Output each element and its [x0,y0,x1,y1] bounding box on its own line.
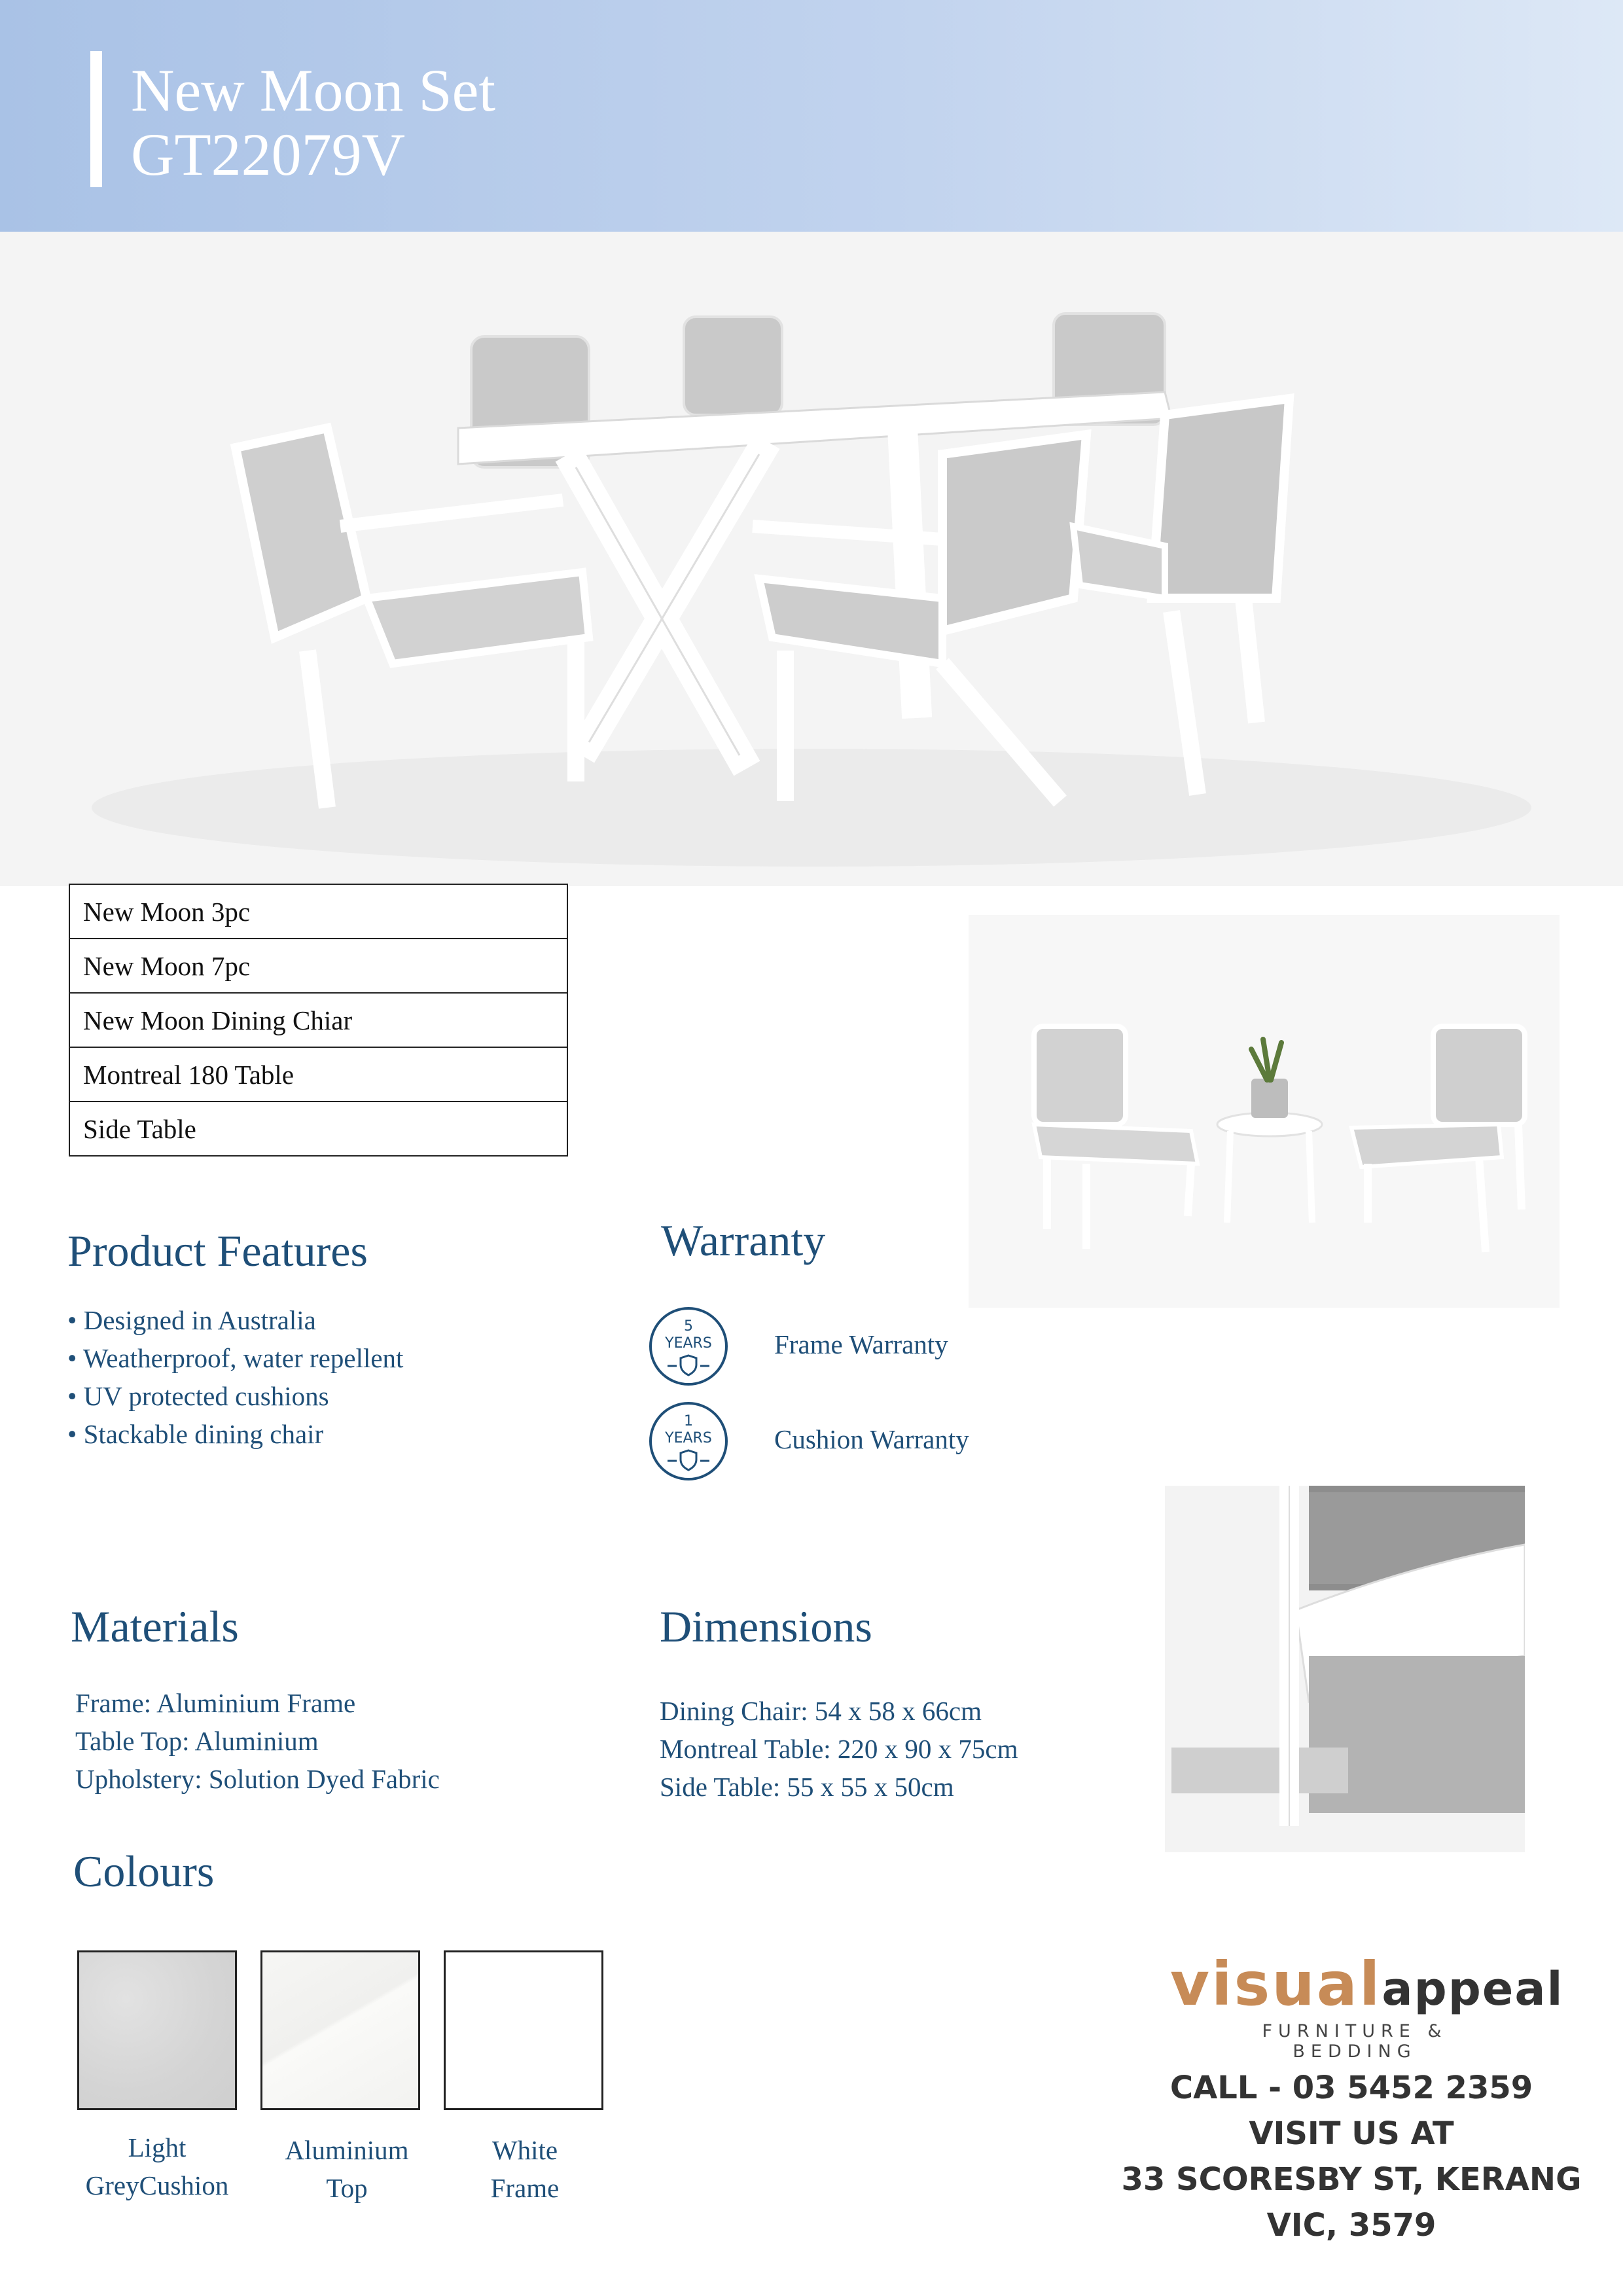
swatch-label-white-frame: White Frame [490,2135,560,2203]
swatch-light-grey-cushion [77,1950,237,2110]
svg-text:YEARS: YEARS [665,1430,712,1446]
contact-phone: CALL - 03 5452 2359 [1169,2070,1533,2106]
svg-text:YEARS: YEARS [665,1335,712,1352]
cushion-warranty-label: Cushion Warranty [774,1424,969,1454]
feature-item: • UV protected cushions [67,1381,329,1411]
swatch-label-light-grey-cushion: Light GreyCushion [85,2132,229,2200]
warranty-badge-5-years [648,1306,729,1387]
feature-item: • Stackable dining chair [67,1419,324,1449]
warranty-heading: Warranty [661,1215,826,1265]
frame-warranty-label: Frame Warranty [774,1329,948,1359]
contact-suburb: VIC, 3579 [1266,2207,1436,2244]
svg-text:1: 1 [684,1413,693,1429]
svg-text:5: 5 [684,1318,693,1335]
dimensions-heading: Dimensions [660,1602,872,1651]
materials-heading: Materials [71,1602,239,1651]
material-item: Table Top: Aluminium [75,1726,319,1756]
dimension-item: Dining Chair: 54 x 58 x 66cm [660,1696,982,1726]
colours-heading: Colours [73,1846,215,1896]
logo-word-appeal: appeal [1382,1962,1564,2016]
feature-item: • Weatherproof, water repellent [67,1343,404,1373]
warranty-badge-1-year [648,1401,729,1482]
contact-street: 33 SCORESBY ST, KERANG [1121,2161,1582,2198]
table-row [69,1047,567,1102]
table-cell: New Moon Dining Chiar [69,993,567,1047]
cushion-detail-image [1165,1486,1525,1852]
swatch-aluminium-top [260,1950,420,2110]
table-cell: Side Table [69,1102,567,1156]
dimension-item: Montreal Table: 220 x 90 x 75cm [660,1734,1018,1764]
product-code: GT22079V [131,121,406,188]
logo-tagline: FURNITURE & BEDDING [1262,2021,1448,2062]
contact-visit: VISIT US AT [1249,2115,1454,2152]
material-item: Upholstery: Solution Dyed Fabric [75,1764,440,1794]
product-list-table [69,884,568,1157]
shield-badge-icon [648,1401,729,1482]
table-row [69,1102,567,1156]
table-row [69,884,567,939]
shield-badge-icon [648,1306,729,1387]
logo-word-visual: visual [1170,1949,1382,2019]
feature-item: • Designed in Australia [67,1305,316,1335]
swatch-label-aluminium-top: Aluminium Top [285,2135,409,2203]
brand-logo [1170,1949,1564,2019]
product-title: New Moon Set [131,57,496,124]
hero-product-image [0,232,1623,886]
bistro-set-image [969,915,1560,1308]
swatch-white-frame [444,1950,603,2110]
table-row [69,993,567,1047]
features-heading: Product Features [67,1226,368,1276]
table-cell: New Moon 3pc [69,884,567,939]
table-cell: Montreal 180 Table [69,1047,567,1102]
table-row [69,939,567,993]
table-cell: New Moon 7pc [69,939,567,993]
dimension-item: Side Table: 55 x 55 x 50cm [660,1772,954,1802]
title-accent-bar [90,51,102,187]
material-item: Frame: Aluminium Frame [75,1688,356,1718]
